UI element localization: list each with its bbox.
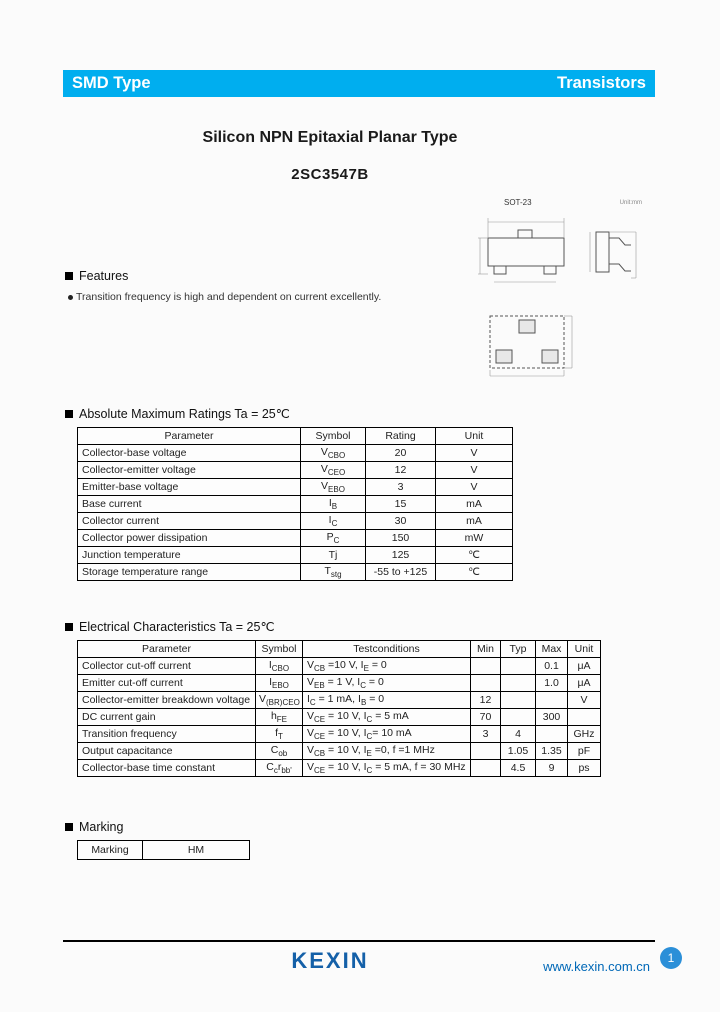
col-parameter: Parameter <box>78 428 301 445</box>
cell-symbol: $V_{CBO}$ <box>301 445 366 462</box>
cell-typ: 4 <box>501 726 536 743</box>
cell-rating: 150 <box>366 530 436 547</box>
features-heading-label: Features <box>79 269 129 283</box>
cell-symbol: Tj <box>301 547 366 564</box>
cell-typ <box>501 658 536 675</box>
package-name-label: SOT-23 <box>504 198 532 207</box>
abs-max-table <box>77 427 513 581</box>
cell-max: 300 <box>536 709 568 726</box>
cell-min <box>471 743 501 760</box>
cell-max: 1.0 <box>536 675 568 692</box>
cell-rating: 3 <box>366 479 436 496</box>
cell-unit: mW <box>436 530 513 547</box>
table-row <box>78 709 601 726</box>
header-left-label: SMD Type <box>72 74 151 92</box>
marking-heading-label: Marking <box>79 820 124 834</box>
cell-rating: 15 <box>366 496 436 513</box>
marking-value-cell: HM <box>143 841 250 860</box>
cell-symbol: $C_cr_{bb'}$ <box>256 760 303 777</box>
cell-parameter: Emitter-base voltage <box>78 479 301 496</box>
marking-label-cell: Marking <box>78 841 143 860</box>
col-testconditions: Testconditions <box>303 641 471 658</box>
table-row <box>78 496 513 513</box>
cell-rating: 20 <box>366 445 436 462</box>
marking-table <box>77 840 250 860</box>
cell-typ <box>501 709 536 726</box>
cell-min: 12 <box>471 692 501 709</box>
cell-unit: mA <box>436 513 513 530</box>
electrical-heading-label: Electrical Characteristics Ta = 25℃ <box>79 620 275 634</box>
abs-max-heading-label: Absolute Maximum Ratings Ta = 25℃ <box>79 407 290 421</box>
square-bullet-icon <box>65 623 73 631</box>
square-bullet-icon <box>65 410 73 418</box>
cell-max <box>536 692 568 709</box>
cell-symbol: $I_C$ <box>301 513 366 530</box>
cell-min <box>471 658 501 675</box>
cell-testconditions: $I_C = 1$ mA, $I_B = 0$ <box>303 692 471 709</box>
circle-bullet-icon <box>68 295 73 300</box>
cell-typ: 4.5 <box>501 760 536 777</box>
cell-parameter: Collector-emitter voltage <box>78 462 301 479</box>
cell-rating: 125 <box>366 547 436 564</box>
cell-min: 3 <box>471 726 501 743</box>
cell-symbol: $I_{EBO}$ <box>256 675 303 692</box>
cell-unit: ℃ <box>436 564 513 581</box>
cell-symbol: $T_{stg}$ <box>301 564 366 581</box>
package-unit-label: Unit:mm <box>619 200 642 206</box>
cell-parameter: Collector power dissipation <box>78 530 301 547</box>
col-unit: Unit <box>568 641 601 658</box>
cell-unit: μA <box>568 658 601 675</box>
table-row <box>78 743 601 760</box>
table-row <box>78 760 601 777</box>
col-min: Min <box>471 641 501 658</box>
table-row <box>78 547 513 564</box>
footer-divider <box>63 940 655 942</box>
cell-parameter: Collector current <box>78 513 301 530</box>
feature-item <box>68 291 381 303</box>
cell-max <box>536 726 568 743</box>
cell-testconditions: $V_{CE} = 10$ V, $I_C = 5$ mA <box>303 709 471 726</box>
table-row <box>78 445 513 462</box>
square-bullet-icon <box>65 823 73 831</box>
table-row <box>78 462 513 479</box>
kexin-logo: KEXIN <box>291 948 369 973</box>
cell-unit: V <box>436 445 513 462</box>
cell-min <box>471 760 501 777</box>
cell-symbol: $I_{CBO}$ <box>256 658 303 675</box>
col-unit: Unit <box>436 428 513 445</box>
cell-parameter: Junction temperature <box>78 547 301 564</box>
cell-unit: mA <box>436 496 513 513</box>
cell-symbol: $I_B$ <box>301 496 366 513</box>
cell-min: 70 <box>471 709 501 726</box>
col-typ: Typ <box>501 641 536 658</box>
cell-unit: μA <box>568 675 601 692</box>
table-row <box>78 564 513 581</box>
cell-rating: 12 <box>366 462 436 479</box>
cell-symbol: $V_{EBO}$ <box>301 479 366 496</box>
cell-unit: pF <box>568 743 601 760</box>
cell-testconditions: $V_{CE} = 10$ V, $I_C= 10$ mA <box>303 726 471 743</box>
table-row <box>78 692 601 709</box>
cell-parameter: Collector cut-off current <box>78 658 256 675</box>
table-row <box>78 658 601 675</box>
cell-testconditions: $V_{EB} = 1$ V, $I_C = 0$ <box>303 675 471 692</box>
table-row <box>78 675 601 692</box>
table-row <box>78 530 513 547</box>
package-outline-drawing <box>478 208 646 384</box>
cell-rating: 30 <box>366 513 436 530</box>
cell-unit: GHz <box>568 726 601 743</box>
marking-heading <box>65 820 123 834</box>
electrical-table <box>77 640 601 777</box>
cell-parameter: Collector-emitter breakdown voltage <box>78 692 256 709</box>
cell-rating: -55 to +125 <box>366 564 436 581</box>
col-parameter: Parameter <box>78 641 256 658</box>
cell-parameter: Transition frequency <box>78 726 256 743</box>
cell-unit: V <box>568 692 601 709</box>
table-row <box>78 513 513 530</box>
cell-testconditions: $V_{CB} =10$ V, $I_E = 0$ <box>303 658 471 675</box>
cell-testconditions: $V_{CB} = 10$ V, $I_E =0$, f =1 MHz <box>303 743 471 760</box>
page-title: Silicon NPN Epitaxial Planar Type <box>202 129 458 146</box>
features-heading <box>65 269 128 283</box>
cell-symbol: $P_C$ <box>301 530 366 547</box>
cell-max: 0.1 <box>536 658 568 675</box>
cell-symbol: $C_{ob}$ <box>256 743 303 760</box>
cell-parameter: Storage temperature range <box>78 564 301 581</box>
cell-min <box>471 675 501 692</box>
table-row <box>78 479 513 496</box>
electrical-header-row <box>78 641 601 658</box>
cell-parameter: Collector-base voltage <box>78 445 301 462</box>
abs-max-heading <box>65 406 290 421</box>
cell-parameter: Collector-base time constant <box>78 760 256 777</box>
cell-unit <box>568 709 601 726</box>
cell-unit: V <box>436 462 513 479</box>
cell-symbol: $h_{FE}$ <box>256 709 303 726</box>
marking-row <box>78 841 250 860</box>
cell-typ <box>501 692 536 709</box>
col-symbol: Symbol <box>256 641 303 658</box>
cell-parameter: Emitter cut-off current <box>78 675 256 692</box>
col-max: Max <box>536 641 568 658</box>
website-link[interactable]: www.kexin.com.cn <box>543 959 650 974</box>
package-diagram <box>478 196 646 384</box>
cell-typ: 1.05 <box>501 743 536 760</box>
cell-unit: ps <box>568 760 601 777</box>
cell-symbol: $f_T$ <box>256 726 303 743</box>
abs-max-header-row <box>78 428 513 445</box>
cell-max: 1.35 <box>536 743 568 760</box>
cell-symbol: $V_{CEO}$ <box>301 462 366 479</box>
cell-max: 9 <box>536 760 568 777</box>
header-bar <box>63 70 655 97</box>
cell-parameter: DC current gain <box>78 709 256 726</box>
cell-testconditions: $V_{CE} = 10$ V, $I_C = 5$ mA, f = 30 MHz <box>303 760 471 777</box>
square-bullet-icon <box>65 272 73 280</box>
table-row <box>78 726 601 743</box>
page-number-badge: 1 <box>660 947 682 969</box>
cell-parameter: Base current <box>78 496 301 513</box>
col-rating: Rating <box>366 428 436 445</box>
part-number: 2SC3547B <box>291 166 369 183</box>
header-right-label: Transistors <box>557 74 646 92</box>
cell-parameter: Output capacitance <box>78 743 256 760</box>
feature-text: Transition frequency is high and dependent on current excellently. <box>76 291 382 303</box>
electrical-heading <box>65 619 274 634</box>
cell-unit: ℃ <box>436 547 513 564</box>
cell-unit: V <box>436 479 513 496</box>
col-symbol: Symbol <box>301 428 366 445</box>
cell-typ <box>501 675 536 692</box>
cell-symbol: $V_{(BR)CEO}$ <box>256 692 303 709</box>
